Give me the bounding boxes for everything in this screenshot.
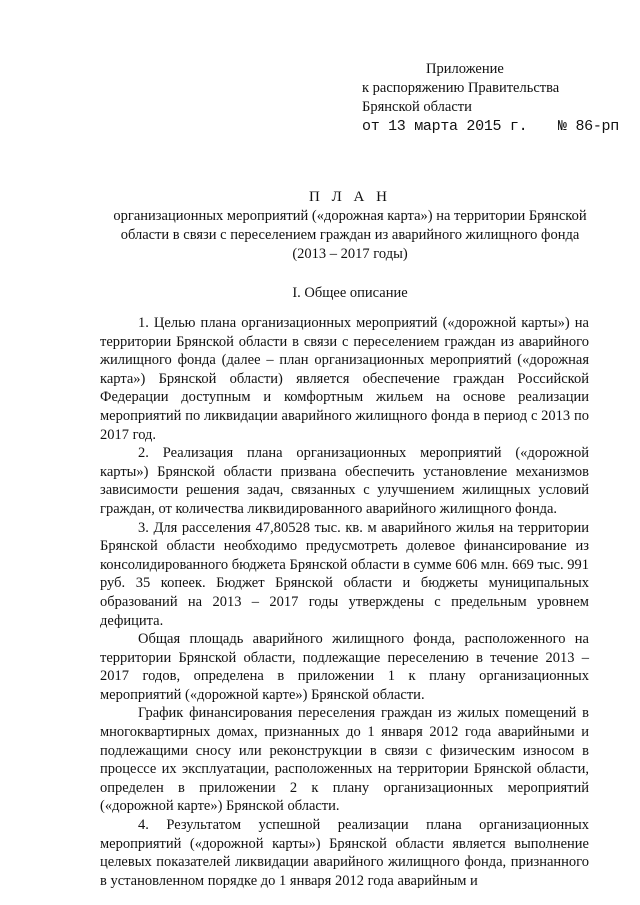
body-text xyxy=(100,314,589,890)
annex-date-line xyxy=(362,117,619,136)
annex-date-prefix: от xyxy=(362,118,380,135)
paragraph-6: 4. Результатом успешной реализации плана организационных мероприятий («дорожной карты») Брянской области является выполнение целевых показателей ликвидации аварийного жилищного фонда, признанного в установленном порядке до 1 января 2012 года аварийным и xyxy=(100,817,589,889)
plan-subtitle: организационных мероприятий («дорожная карта») на территории Брянской области в связи с переселением граждан из аварийного жилищного фонда xyxy=(113,208,587,243)
paragraph-3: 3. Для расселения 47,80528 тыс. кв. м аварийного жилья на территории Брянской области необходимо предусмотреть долевое финансирование из консолидированного бюджета Брянской области в сумме 606 млн. 669 тыс. 991 руб. 35 копеек. Бюджет Брянской области и бюджеты муниципальных образований на 2013 – 2017 годы утверждены с предельным уровнем дефицита. xyxy=(100,519,589,629)
plan-title-block xyxy=(100,188,600,264)
plan-years: (2013 – 2017 годы) xyxy=(292,246,408,262)
paragraph-5: График финансирования переселения граждан из жилых помещений в многоквартирных домах, признанных до 1 января 2012 года аварийными и подлежащими сносу или реконструкции в связи с физическим износом в процессе их эксплуатации, расположенных на территории Брянской области, определен в приложении 2 к плану организационных мероприятий («дорожной карте») Брянской области. xyxy=(100,705,589,815)
annex-number: № 86-рп xyxy=(558,118,619,135)
annex-line-1: к распоряжению Правительства xyxy=(362,80,560,96)
annex-line-2: Брянской области xyxy=(362,99,472,115)
paragraph-4: Общая площадь аварийного жилищного фонда, расположенного на территории Брянской области, подлежащие переселению в течение 2013 – 2017 годов, определена в приложении 1 к плану организационных мероприятий («дорожной карте») Брянской области. xyxy=(100,631,589,703)
annex-header xyxy=(362,60,619,136)
paragraph-2: 2. Реализация плана организационных мероприятий («дорожной карты») Брянской области призвана обеспечить установление механизмов зависимости решения задач, связанных с улучшением жилищных условий граждан, от количества ликвидированного аварийного жилищного фонда. xyxy=(100,445,589,517)
section-title: I. Общее описание xyxy=(292,285,408,301)
plan-heading: П Л А Н xyxy=(309,189,391,205)
paragraph-1: 1. Целью плана организационных мероприятий («дорожной карты») на территории Брянской области в связи с переселением граждан из аварийного жилищного фонда (далее – план организационных мероприятий («дорожная карта») Брянской области) является обеспечение граждан Российской Федерации доступным и комфортным жильем на основе реализации мероприятий по ликвидации аварийного жилищного фонда в период с 2013 по 2017 год. xyxy=(100,315,589,443)
annex-date: 13 марта 2015 г. xyxy=(388,118,528,135)
annex-title: Приложение xyxy=(426,61,504,77)
